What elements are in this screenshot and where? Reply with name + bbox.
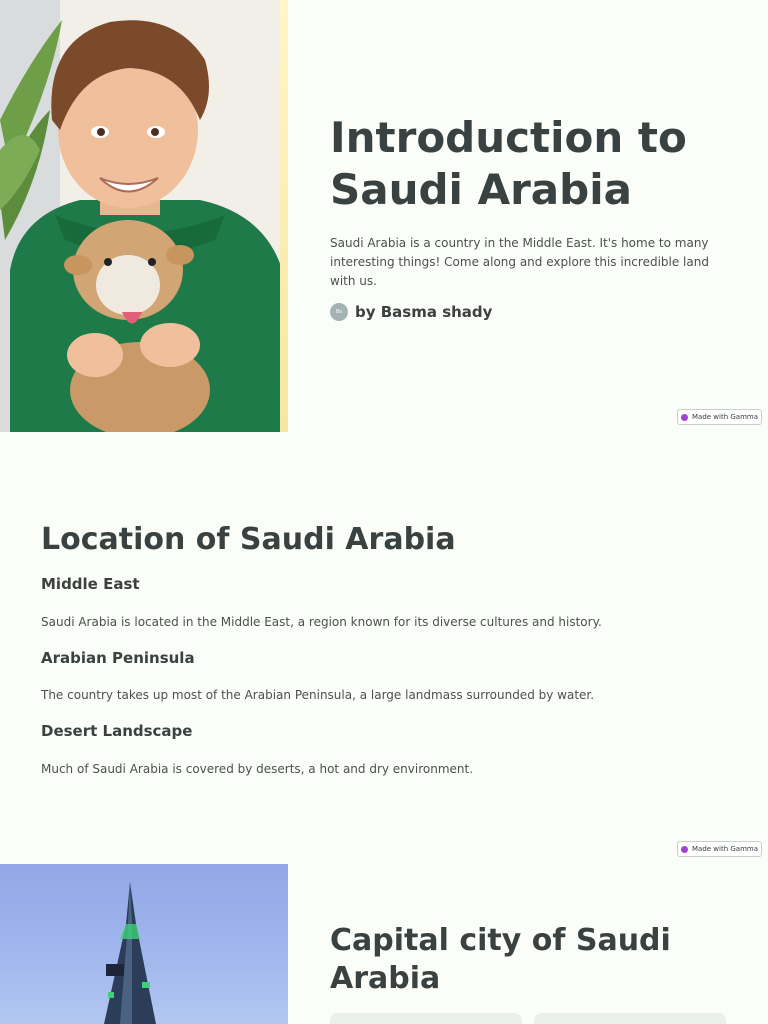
author-name: by Basma shady xyxy=(355,303,493,321)
badge-label: Made with Gamma xyxy=(691,845,759,853)
gamma-logo-icon xyxy=(681,846,688,853)
slide-introduction xyxy=(0,0,768,432)
section-text-arabian-peninsula: The country takes up most of the Arabian Peninsula, a large landmass surrounded by water. xyxy=(41,688,595,702)
author-line xyxy=(330,303,492,321)
capital-title: Capital city of Saudi Arabia xyxy=(330,923,671,996)
tower-illustration xyxy=(0,864,288,1024)
section-text-desert-landscape: Much of Saudi Arabia is covered by deserts, a hot and dry environment. xyxy=(41,762,474,776)
section-heading-arabian-peninsula: Arabian Peninsula xyxy=(41,649,195,667)
gamma-logo-icon xyxy=(681,414,688,421)
location-title: Location of Saudi Arabia xyxy=(41,522,456,557)
slide-capital-city xyxy=(0,864,768,1024)
hero-illustration xyxy=(0,0,288,432)
section-heading-desert-landscape: Desert Landscape xyxy=(41,722,193,740)
badge-label: Made with Gamma xyxy=(691,413,759,421)
section-heading-middle-east: Middle East xyxy=(41,575,140,593)
info-card xyxy=(330,1013,522,1024)
section-text-middle-east: Saudi Arabia is located in the Middle East, a region known for its diverse cultures and history. xyxy=(41,615,602,629)
page-title: Introduction to Saudi Arabia xyxy=(330,113,687,214)
author-avatar: Bs xyxy=(330,303,348,321)
slide-location xyxy=(0,432,768,864)
hero-image-child-with-camel-toy xyxy=(0,0,288,432)
image-edge-strip xyxy=(280,0,288,432)
made-with-gamma-badge[interactable] xyxy=(677,841,762,857)
intro-paragraph: Saudi Arabia is a country in the Middle East. It's home to many interesting things! Come along and explore this incredible land with us. xyxy=(330,236,709,288)
kingdom-tower-image xyxy=(0,864,288,1024)
made-with-gamma-badge[interactable] xyxy=(677,409,762,425)
info-card xyxy=(534,1013,726,1024)
